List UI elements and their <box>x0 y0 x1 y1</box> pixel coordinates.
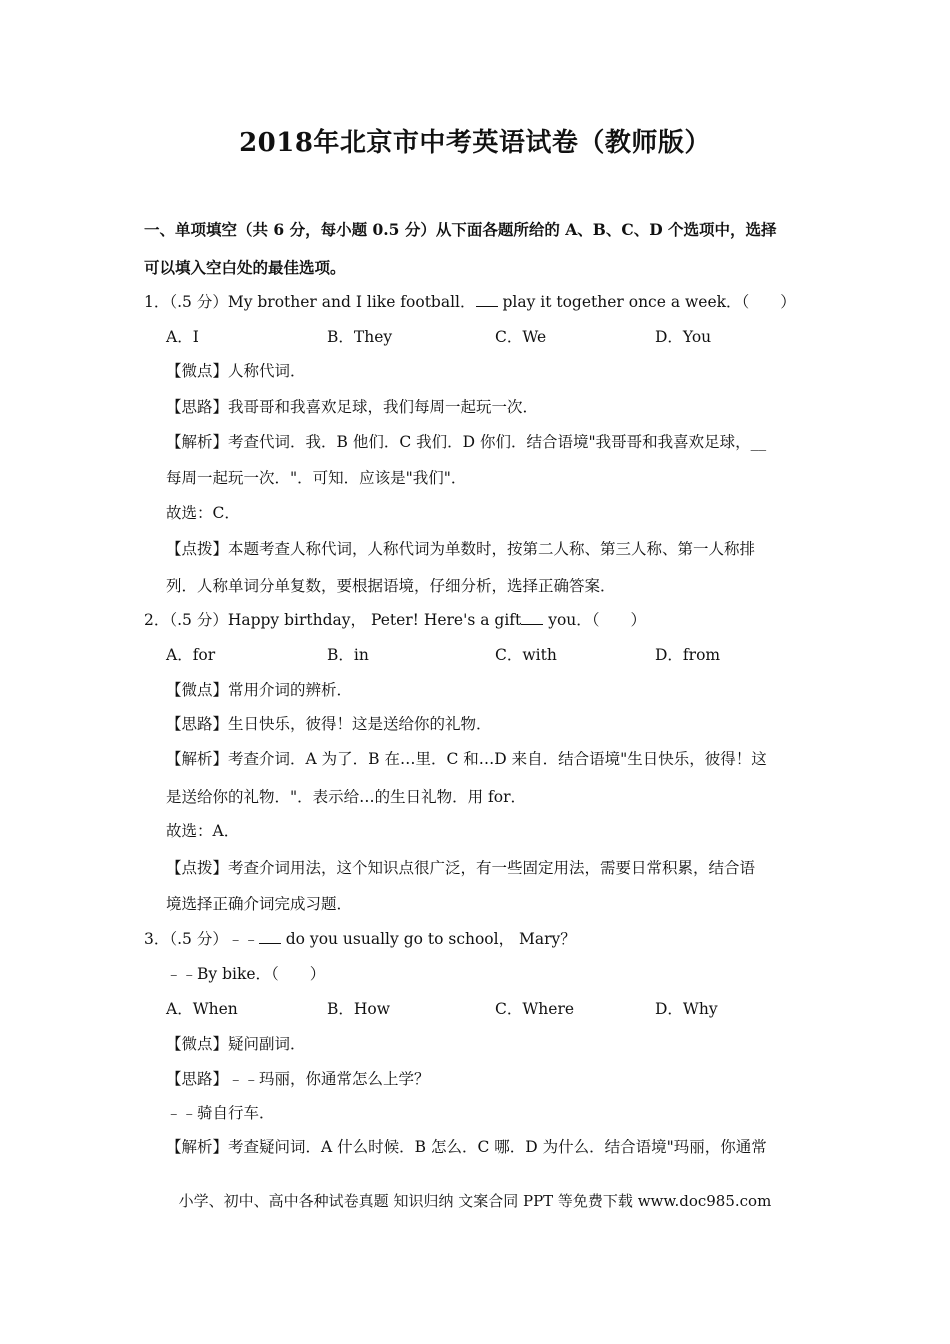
question-2-jiexi-line2: 是送给你的礼物．"．表示给…的生日礼物．用 for． <box>166 788 527 806</box>
question-1-jiexi-line1: 【解析】考查代词．我．B 他们．C 我们．D 你们．结合语境"我哥哥和我喜欢足球，__ <box>166 433 767 451</box>
question-2-dianbo-line2: 境选择正确介词完成习题． <box>166 895 353 913</box>
page-footer: 小学、初中、高中各种试卷真题 知识归纳 文案合同 PPT 等免费下载 www.doc985.com <box>178 1192 772 1210</box>
question-3-stem-pre: 3．（.5 分）﹣﹣ <box>144 930 259 948</box>
question-3-option-b: B．How <box>327 1000 391 1018</box>
question-2-answer: 故选：A． <box>166 822 240 840</box>
question-1-silu: 【思路】我哥哥和我喜欢足球，我们每周一起玩一次． <box>166 398 539 416</box>
question-2-option-c: C．with <box>495 646 557 664</box>
question-3-stem <box>144 929 576 949</box>
question-1-answer: 故选：C． <box>166 504 240 522</box>
answer-blank <box>476 292 498 307</box>
question-1-option-b: B．They <box>327 328 393 346</box>
question-2-jiexi-line1: 【解析】考查介词．A 为了．B 在…里．C 和…D 来自．结合语境"生日快乐，彼得！这 <box>166 750 767 768</box>
question-1-option-a: A．I <box>166 328 199 346</box>
section-heading-line2: 可以填入空白处的最佳选项。 <box>144 258 346 277</box>
question-2-stem-pre: 2．（.5 分）Happy birthday， Peter! Here's a gift <box>144 611 522 629</box>
question-1-weidian: 【微点】人称代词． <box>166 362 306 380</box>
question-1-option-c: C．We <box>495 328 547 346</box>
question-1-dianbo-line1: 【点拨】本题考查人称代词，人称代词为单数时，按第二人称、第三人称、第一人称排 <box>166 540 756 558</box>
question-1-stem-post: play it together once a week．（ ） <box>497 293 796 311</box>
question-2-dianbo-line1: 【点拨】考查介词用法，这个知识点很广泛，有一些固定用法，需要日常积累，结合语 <box>166 859 756 877</box>
question-3-stem-post: do you usually go to school， Mary？ <box>280 930 576 948</box>
question-2-option-a: A．for <box>166 646 216 664</box>
answer-blank <box>521 610 543 625</box>
question-3-jiexi-line1: 【解析】考查疑问词．A 什么时候．B 怎么．C 哪．D 为什么．结合语境"玛丽，你通常 <box>166 1138 767 1156</box>
question-1-jiexi-line2: 每周一起玩一次．"．可知．应该是"我们"． <box>166 469 467 487</box>
question-1-stem-pre: 1．（.5 分）My brother and I like football． <box>144 293 476 311</box>
question-3-silu-line2: ﹣﹣骑自行车． <box>166 1104 275 1122</box>
question-3-weidian: 【微点】疑问副词． <box>166 1035 306 1053</box>
question-2-silu: 【思路】生日快乐，彼得！这是送给你的礼物． <box>166 715 492 733</box>
question-1-stem <box>144 292 796 312</box>
answer-blank <box>259 929 281 944</box>
section-heading-line1: 一、单项填空（共 6 分，每小题 0.5 分）从下面各题所给的 A、B、C、D 个选项中，选择 <box>144 220 777 239</box>
page-title: 2018年北京市中考英语试卷（教师版） <box>239 128 711 158</box>
question-2-weidian: 【微点】常用介词的辨析． <box>166 681 353 699</box>
question-2-option-d: D．from <box>655 646 721 664</box>
question-2-stem <box>144 610 646 630</box>
question-1-option-d: D．You <box>655 328 712 346</box>
question-3-stem-line2: ﹣﹣By bike．（ ） <box>166 965 326 983</box>
question-3-option-a: A．When <box>166 1000 238 1018</box>
question-3-silu-line1: 【思路】﹣﹣玛丽，你通常怎么上学？ <box>166 1070 430 1088</box>
question-1-dianbo-line2: 列．人称单词分单复数，要根据语境，仔细分析，选择正确答案． <box>166 577 616 595</box>
question-2-stem-post: you．（ ） <box>543 611 647 629</box>
question-2-option-b: B．in <box>327 646 369 664</box>
question-3-option-c: C．Where <box>495 1000 575 1018</box>
question-3-option-d: D．Why <box>655 1000 718 1018</box>
